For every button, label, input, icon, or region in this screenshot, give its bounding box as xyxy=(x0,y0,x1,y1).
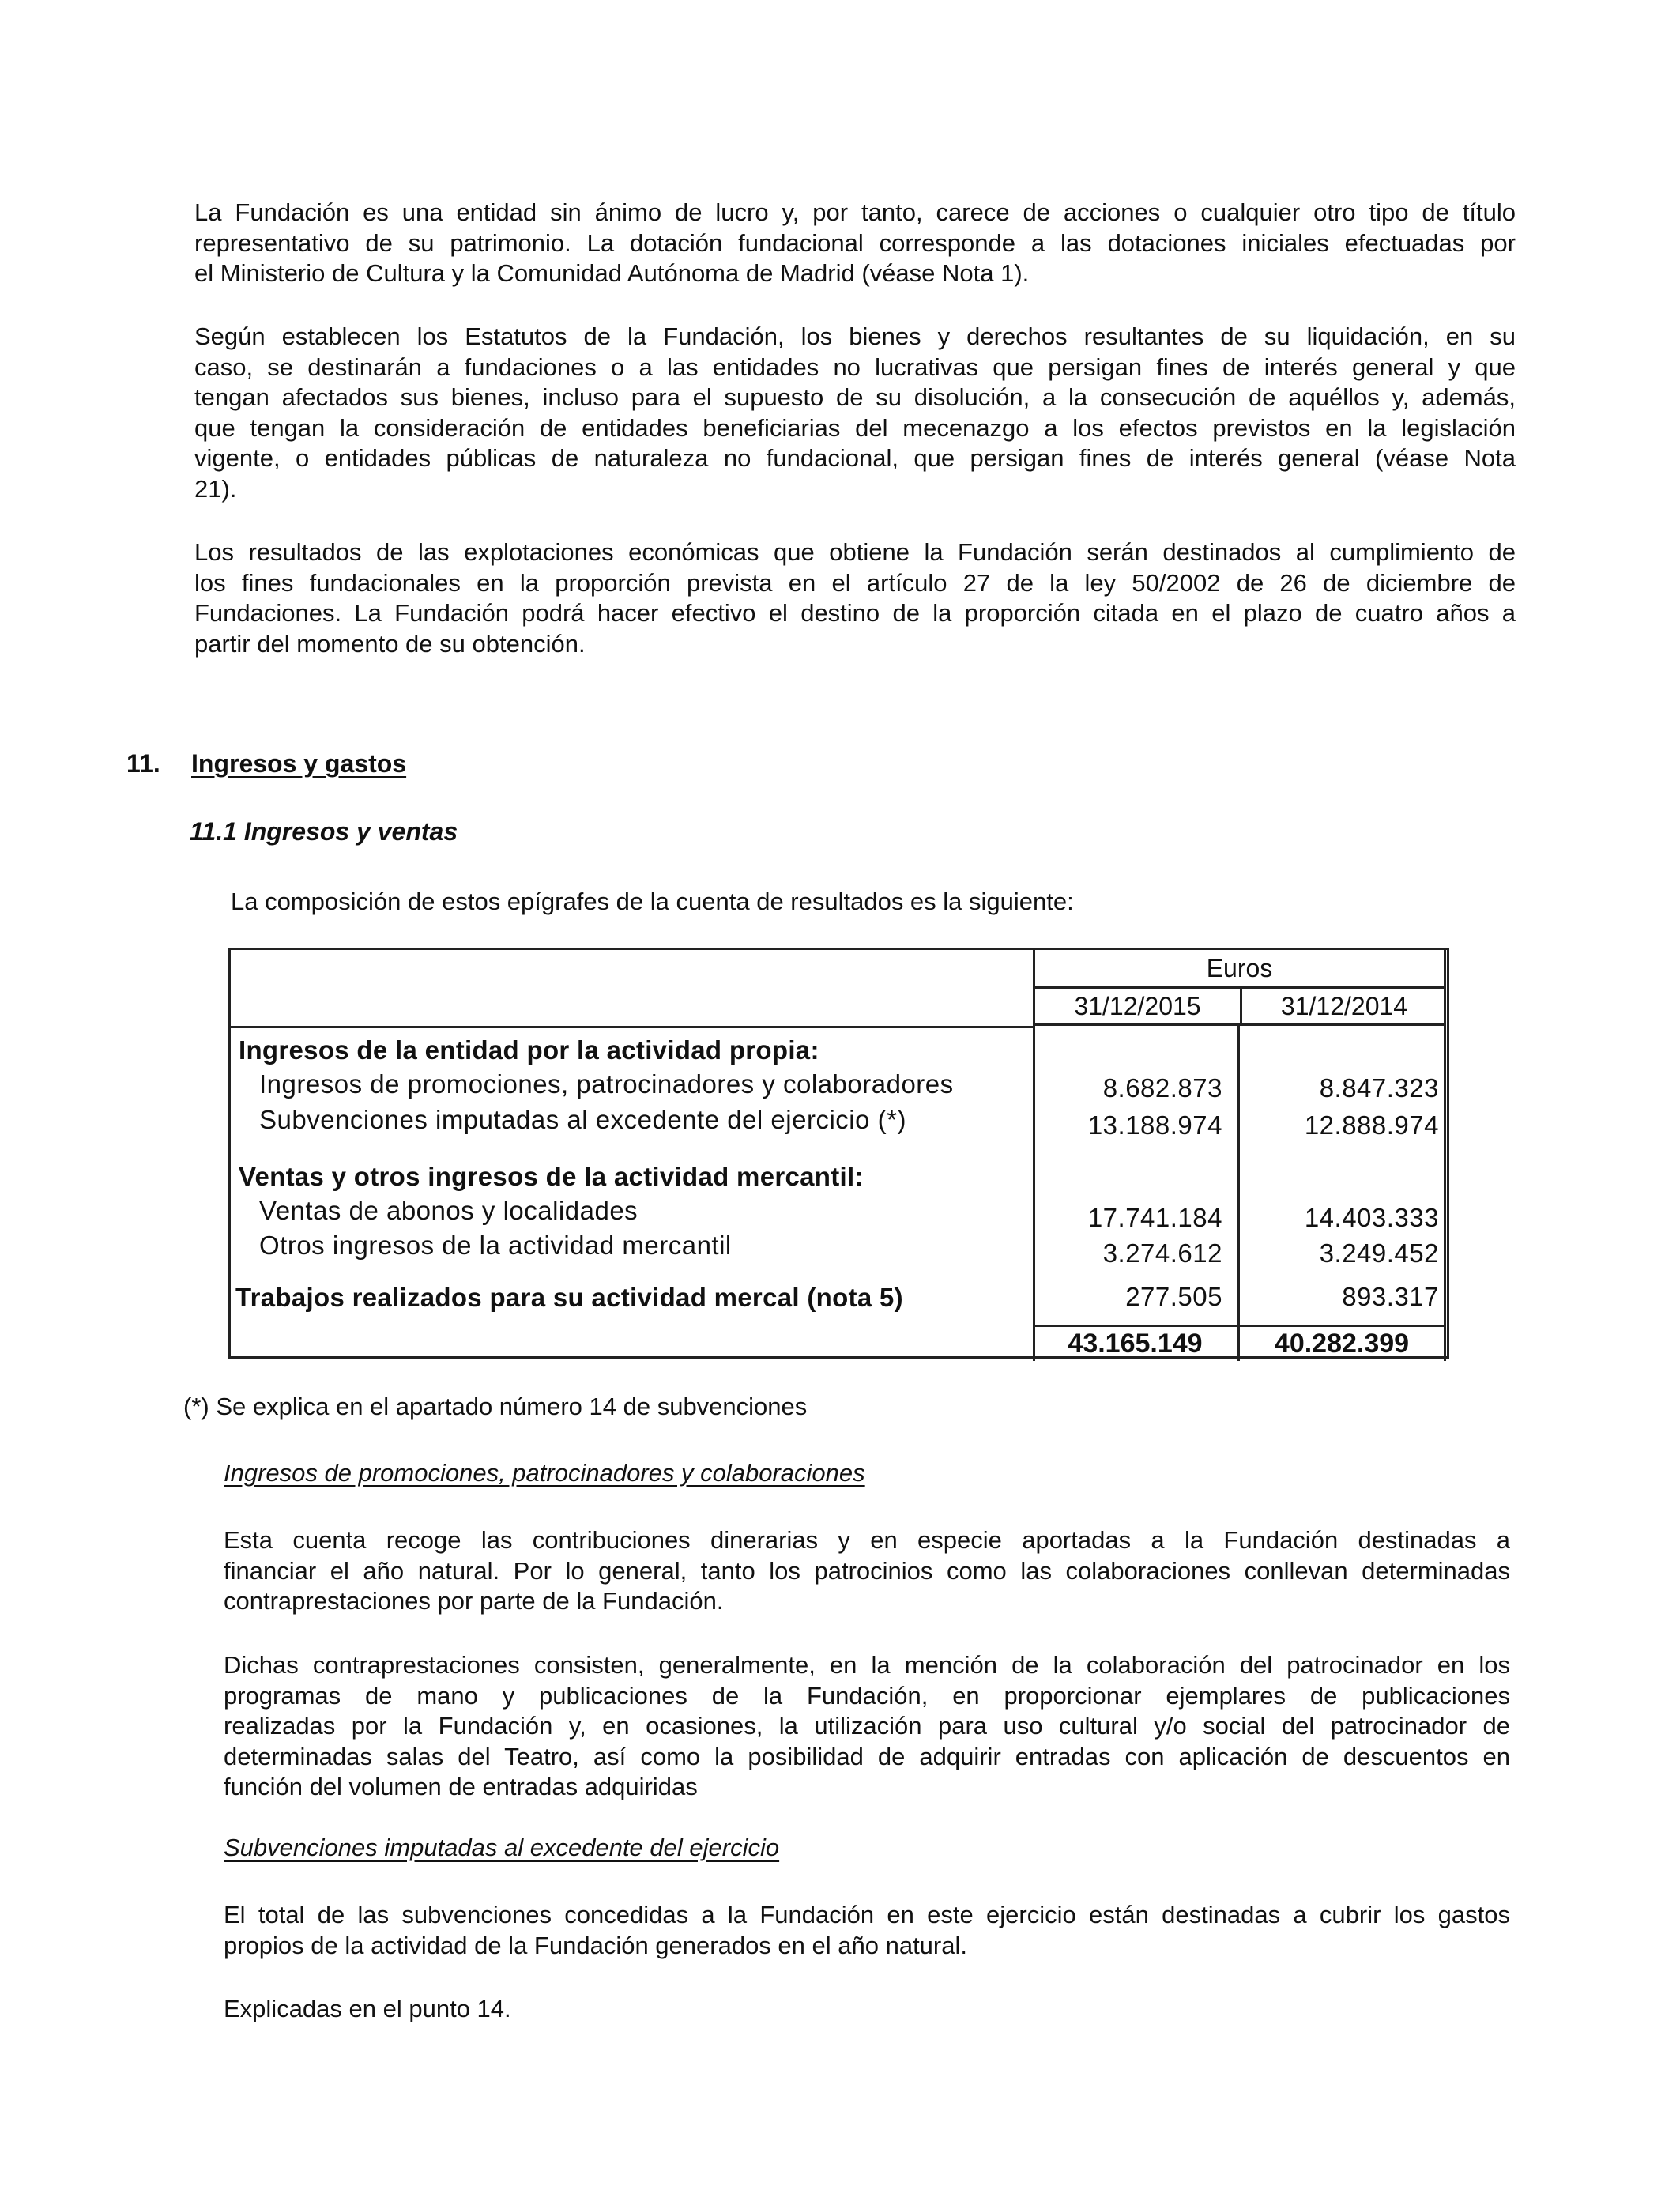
text-line: 21). xyxy=(194,474,237,503)
cell-2014: 8.847.323 xyxy=(1319,1073,1439,1103)
paragraph-subsidies xyxy=(224,1900,1510,1961)
text-line: representativo de su patrimonio. La dotación fundacional corresponde a las dotaciones iniciales efectuadas por xyxy=(194,228,1516,257)
paragraph-counterparts xyxy=(224,1650,1510,1803)
row-label-group: Trabajos realizados para su actividad mercal (nota 5) xyxy=(235,1283,903,1312)
table-header xyxy=(1033,950,1446,1026)
currency-header: Euros xyxy=(1035,950,1444,989)
subheading-promotions: Ingresos de promociones, patrocinadores y colaboraciones xyxy=(224,1459,865,1487)
paragraph-promotions xyxy=(224,1525,1510,1617)
cell-2014: 12.888.974 xyxy=(1304,1110,1439,1140)
text-line: Según establecen los Estatutos de la Fundación, los bienes y derechos resultantes de su liquidación, en su xyxy=(194,322,1516,350)
text-line: contraprestaciones por parte de la Fundación. xyxy=(224,1587,724,1615)
subsection-heading: 11.1 Ingresos y ventas xyxy=(190,817,458,846)
totals-row xyxy=(1033,1325,1446,1361)
text-line: vigente, o entidades públicas de naturaleza no fundacional, que persigan fines de interés general (véase Nota xyxy=(194,444,1516,472)
column-divider xyxy=(1033,1026,1035,1361)
cell-2014: 893.317 xyxy=(1342,1282,1439,1311)
cell-2015: 13.188.974 xyxy=(1087,1110,1222,1140)
text-line: partir del momento de su obtención. xyxy=(194,629,586,658)
text-line: El total de las subvenciones concedidas a la Fundación en este ejercicio están destinadas a cubrir los gastos xyxy=(224,1901,1510,1928)
cell-2015: 8.682.873 xyxy=(1102,1073,1222,1103)
text-line: determinadas salas del Teatro, así como la posibilidad de adquirir entradas con aplicación de descuentos en xyxy=(224,1742,1510,1770)
text-line: propios de la actividad de la Fundación generados en el año natural. xyxy=(224,1931,967,1959)
text-line: Fundaciones. La Fundación podrá hacer efectivo el destino de la proporción citada en el plazo de cuatro años a xyxy=(194,599,1516,627)
row-label: Ingresos de promociones, patrocinadores y colaboradores xyxy=(259,1069,954,1099)
year-header-2014: 31/12/2014 xyxy=(1280,992,1408,1020)
row-label: Otros ingresos de la actividad mercantil xyxy=(259,1231,732,1260)
cell-2015: 277.505 xyxy=(1125,1282,1222,1311)
text-line: función del volumen de entradas adquiridas xyxy=(224,1773,698,1800)
paragraph-entity-description xyxy=(194,198,1516,289)
text-line: La Fundación es una entidad sin ánimo de lucro y, por tanto, carece de acciones o cualquier otro tipo de título xyxy=(194,198,1516,226)
header-rule xyxy=(231,1026,1033,1028)
row-label: Subvenciones imputadas al excedente del ejercicio (*) xyxy=(259,1105,906,1134)
paragraph-explained: Explicadas en el punto 14. xyxy=(224,1995,511,2022)
text-line: Dichas contraprestaciones consisten, generalmente, en la mención de la colaboración del patrocinador en los xyxy=(224,1651,1510,1679)
column-divider xyxy=(1444,1026,1446,1361)
cell-2014: 3.249.452 xyxy=(1319,1238,1439,1268)
row-label-group: Ingresos de la entidad por la actividad propia: xyxy=(239,1035,819,1065)
row-label: Ventas de abonos y localidades xyxy=(259,1196,638,1225)
income-table xyxy=(228,948,1449,1359)
year-header-2015: 31/12/2015 xyxy=(1074,992,1201,1020)
row-label-group: Ventas y otros ingresos de la actividad mercantil: xyxy=(239,1162,864,1191)
paragraph-economic-results xyxy=(194,537,1516,659)
section-heading xyxy=(126,749,406,778)
table-intro: La composición de estos epígrafes de la cuenta de resultados es la siguiente: xyxy=(231,888,1074,915)
column-divider xyxy=(1237,1026,1240,1325)
cell-2015: 17.741.184 xyxy=(1087,1203,1222,1232)
total-2015: 43.165.149 xyxy=(1068,1329,1203,1359)
section-number: 11. xyxy=(126,749,160,778)
text-line: programas de mano y publicaciones de la Fundación, en proporcionar ejemplares de publicaciones xyxy=(224,1681,1510,1710)
footnote: (*) Se explica en el apartado número 14 de subvenciones xyxy=(183,1393,808,1420)
text-line: Esta cuenta recoge las contribuciones dinerarias y en especie aportadas a la Fundación destinadas a xyxy=(224,1526,1510,1554)
subheading-subsidies: Subvenciones imputadas al excedente del ejercicio xyxy=(224,1834,780,1861)
text-line: realizadas por la Fundación y, en ocasiones, la utilización para uso cultural y/o social del patrocinador de xyxy=(224,1712,1510,1740)
section-title: Ingresos y gastos xyxy=(191,749,407,778)
text-line: financiar el año natural. Por lo general, tanto los patrocinios como las colaboraciones conllevan determinadas xyxy=(224,1556,1510,1585)
text-line: que tengan la consideración de entidades beneficiarias del mecenazgo a los efectos previstos en la legislación xyxy=(194,413,1516,442)
text-line: Los resultados de las explotaciones económicas que obtiene la Fundación serán destinados al cumplimiento de xyxy=(194,538,1516,566)
text-line: tengan afectados sus bienes, incluso para el supuesto de su disolución, a la consecución de aquéllos y, además, xyxy=(194,383,1516,411)
text-line: el Ministerio de Cultura y la Comunidad Autónoma de Madrid (véase Nota 1). xyxy=(194,259,1030,287)
total-2014: 40.282.399 xyxy=(1274,1329,1410,1359)
text-line: los fines fundacionales en la proporción prevista en el artículo 27 de la ley 50/2002 de 26 de diciembre de xyxy=(194,568,1516,597)
cell-2014: 14.403.333 xyxy=(1304,1203,1439,1232)
paragraph-statutes xyxy=(194,322,1516,504)
cell-2015: 3.274.612 xyxy=(1102,1238,1222,1268)
text-line: caso, se destinarán a fundaciones o a las entidades no lucrativas que persigan fines de interés general y que xyxy=(194,352,1516,381)
